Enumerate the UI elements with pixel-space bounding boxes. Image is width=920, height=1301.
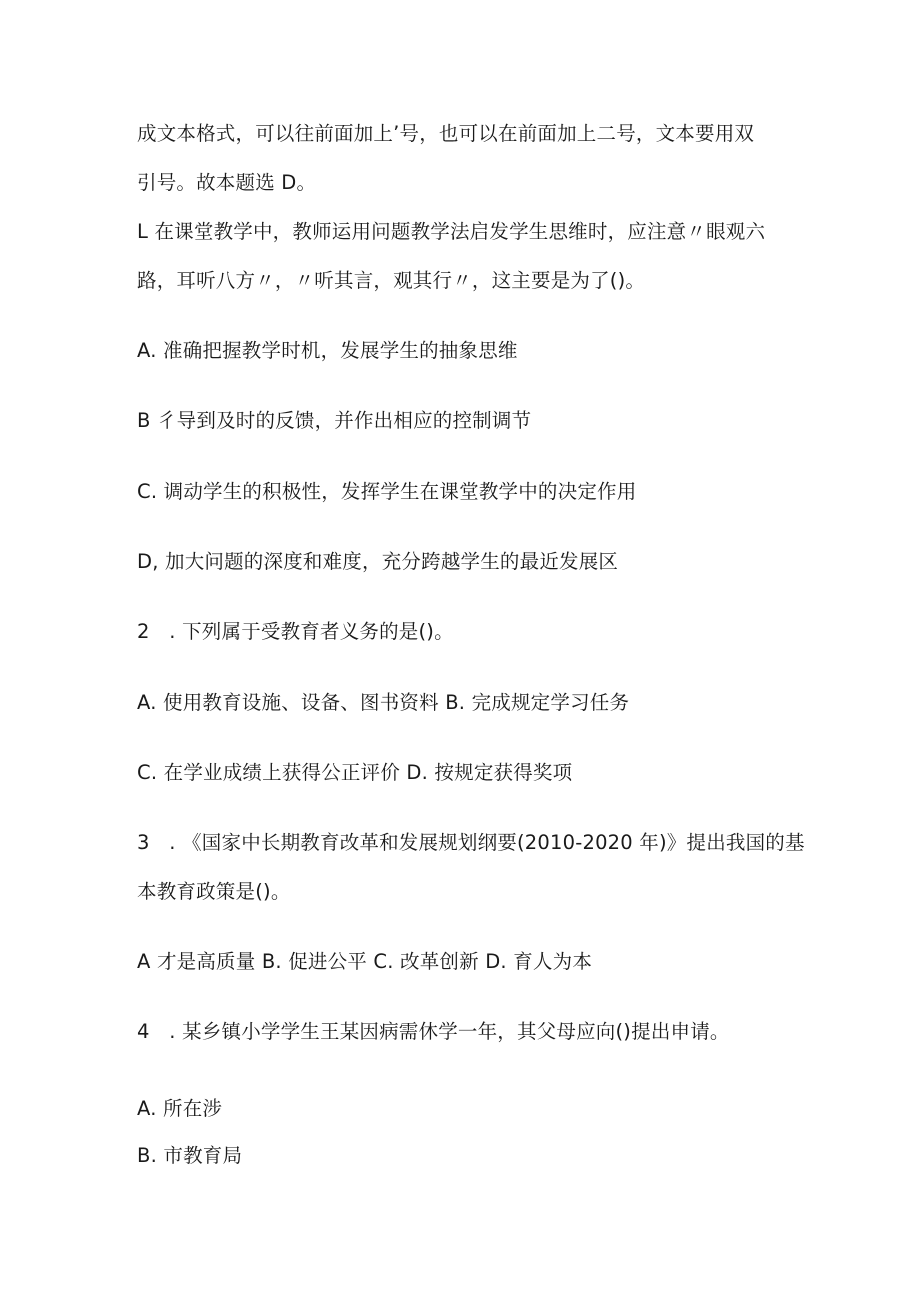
question-2-options-cd: C. 在学业成绩上获得公正评价 D. 按规定获得奖项 (137, 761, 573, 784)
question-4-stem: 4 . 某乡镇小学学生王某因病需休学一年，其父母应向()提出申请。 (137, 1020, 730, 1043)
question-3-options: A 才是高质量 B. 促进公平 C. 改革创新 D. 育人为本 (137, 950, 593, 973)
question-2-options-ab: A. 使用教育设施、设备、图书资料 B. 完成规定学习任务 (137, 691, 630, 714)
question-4-option-b: B. 市教育局 (137, 1144, 243, 1167)
answer-explanation-line-2: 引号。故本题选 D。 (137, 171, 317, 194)
answer-explanation-line-1: 成文本格式，可以往前面加上’号，也可以在前面加上二号，文本要用双 (137, 122, 755, 145)
question-3-stem-line-2: 本教育政策是()。 (137, 880, 291, 903)
question-1-option-d: D, 加大问题的深度和难度，充分跨越学生的最近发展区 (137, 550, 619, 573)
question-2-stem: 2 . 下列属于受教育者义务的是()。 (137, 620, 454, 643)
question-3-stem-line-1: 3 . 《国家中长期教育改革和发展规划纲要(2010-2020 年)》提出我国的基 (137, 831, 805, 854)
question-1-option-c: C. 调动学生的积极性，发挥学生在课堂教学中的决定作用 (137, 480, 637, 503)
question-1-stem-line-2: 路，耳听八方〃，〃听其言，观其行〃，这主要是为了()。 (137, 269, 646, 292)
question-1-option-b: B 彳导到及时的反馈，并作出相应的控制调节 (137, 409, 532, 432)
question-1-option-a: A. 准确把握教学时机，发展学生的抽象思维 (137, 339, 518, 362)
question-4-option-a: A. 所在涉 (137, 1097, 223, 1120)
question-1-stem-line-1: L 在课堂教学中，教师运用问题教学法启发学生思维时，应注意〃眼观六 (137, 220, 766, 243)
